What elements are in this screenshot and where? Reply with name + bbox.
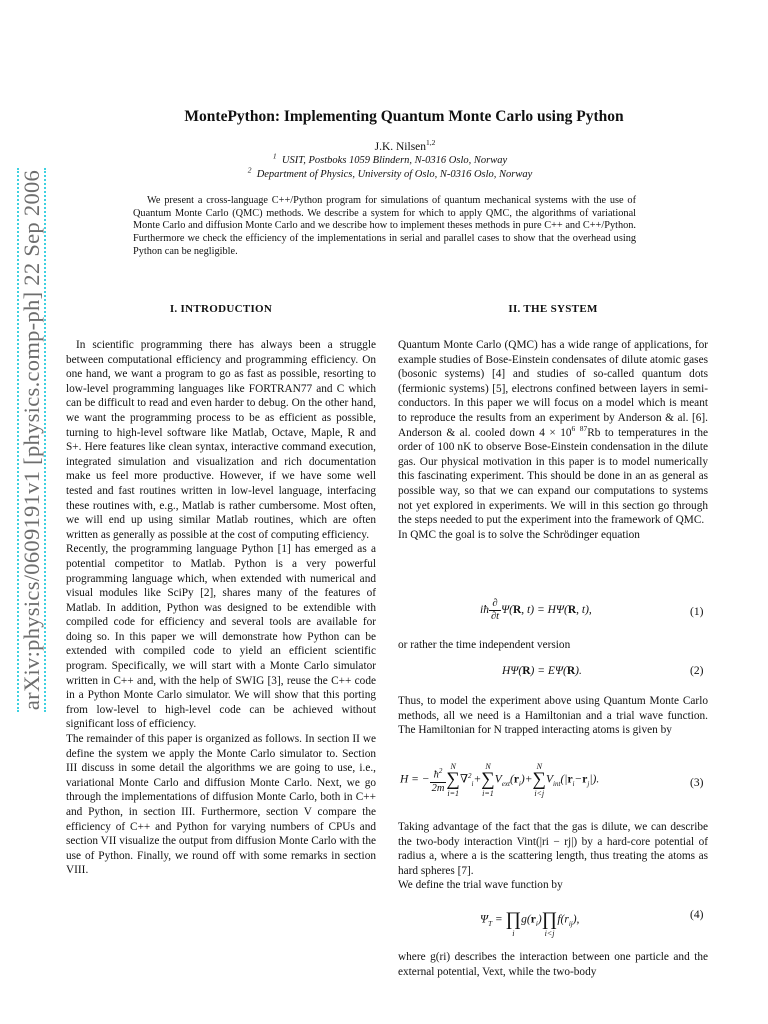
affiliation-2 (180, 165, 600, 181)
affiliation-2-mark: 2 (247, 165, 252, 175)
equation-4: $\Psi_T$ = ∏ $ig(r_i)$ ∏ $i<jf(r_{ij})$, (480, 909, 580, 938)
author-name: J.K. Nilsen (374, 141, 427, 153)
author-affiliation-marks: 1,2 (426, 138, 436, 148)
system-paragraph-6: We define the trial wave function by (398, 879, 563, 892)
exponent: 6 (571, 423, 576, 433)
system-paragraph-1-a: Quantum Monte Carlo (QMC) has a wide range of applications, for example studies of Bose-Einstein condensates of dilute atomic gases (bosonic systems) [4] and studies of so-called quantum dots (fermionic systems) [5], electrons confined between layers in semi-conductors. In this paper we will focus on a model which is meant to reproduce the results from an experiment by Anderson & al. [6]. Anderson & al. cooled down 4 × 10 (398, 339, 708, 439)
system-paragraph-1 (398, 338, 708, 528)
isotope-mass: 87 (579, 423, 588, 433)
affiliation-1-text: USIT, Postboks 1059 Blindern, N-0316 Oslo, Norway (281, 155, 508, 166)
right-column (398, 338, 708, 542)
system-paragraph-2: In QMC the goal is to solve the Schrödinger equation (398, 528, 640, 541)
equation-3-number: (3) (690, 777, 704, 789)
arxiv-identifier: arXiv:physics/0609191v1 [physics.comp-ph] 22 Sep 2006 (19, 169, 44, 711)
equation-1: iħ $\frac{\partial}{\partial t}$ Ψ(R, t) = HΨ(R, t), (480, 598, 592, 622)
equation-1-number: (1) (690, 606, 704, 618)
right-column-part-3 (398, 694, 708, 738)
system-paragraph-5: Taking advantage of the fact that the gas is dilute, we can describe the two-body interaction Vint(|ri − rj|) by a hard-core potential of radius a, where a is the scattering length, thus treating the atoms as hard spheres [7]. (398, 821, 708, 877)
intro-paragraph-3: The remainder of this paper is organized as follows. In section II we define the system we apply the Monte Carlo simulator to. Section III discuss in some detail the algorithms we are going to use, i.e., variational Monte Carlo and diffusion Monte Carlo. Next, we go through the implementations of diffusion Monte Carlo, both in C++ and Python, in section III. Furthermore, section V compare the efficiency of C++ and Python for varying numbers of CPUs and section VII visualize the output from diffusion Monte Carlo with the use of Python. Finally, we round off with some remarks in section VIII. (66, 733, 376, 877)
section-heading-system: II. THE SYSTEM (508, 303, 598, 315)
right-column-part-5 (398, 950, 708, 979)
arxiv-sidebar (6, 168, 58, 712)
equation-2-number: (2) (690, 665, 704, 677)
affiliation-1 (180, 151, 600, 167)
right-column-part-2 (398, 638, 708, 653)
intro-paragraph-1: In scientific programming there has always been a struggle between computational efficiency and programming efficiency. On one hand, we want a program to go as fast as possible, resorting to low-level programming languages like FORTRAN77 and C which can be difficult to read and even harder to debug. On the other hand, we want the programming process to be as efficient as possible, turning to high-level software like Matlab, Octave, Maple, R and S+. Here features like clean syntax, interactive command execution, integrated simulation and visualization and rich documentation make us feel more productive. However, if we have some well tested and fast routines written in low-level language, interfacing these routines with, e.g., Matlab is rather cumbersome. Most often, we will end up using similar Matlab routines, which are often written as generally as possible at the cost of computing efficiency. (66, 339, 376, 541)
affiliation-1-mark: 1 (272, 151, 277, 161)
section-heading-introduction: I. INTRODUCTION (169, 303, 273, 315)
equation-4-number: (4) (690, 909, 704, 921)
right-column-part-4 (398, 820, 708, 893)
equation-3: H = − $\frac{ħ^2}{2m}$ N ∑ i=1∇$^2_i$+N ∑ $i=1V_{ext}(r_i)+N$ ∑ $i<jV_{int}(|r_i-r_j|)$. (400, 762, 600, 798)
paper-title: MontePython: Implementing Quantum Monte Carlo using Python (184, 108, 624, 125)
abstract: We present a cross-language C++/Python program for simulations of quantum mechanical systems with the use of Quantum Monte Carlo (QMC) methods. We describe a system for which to apply QMC, the algorithms of variational Monte Carlo and diffusion Monte Carlo and we describe how to implement theses methods in pure C++ and C++/Python. Furthermore we check the efficiency of the implementations in serial and parallel cases to show that the overhead using Python can be negligible. (133, 195, 636, 257)
equation-2: HΨ(R) = EΨ(R). (502, 665, 582, 677)
system-paragraph-4: Thus, to model the experiment above using Quantum Monte Carlo methods, all we need is a Hamiltonian and a trial wave function. The Hamiltonian for N trapped interacting atoms is given by (398, 695, 708, 737)
system-paragraph-3: or rather the time independent version (398, 639, 571, 651)
system-paragraph-1-b: Rb to temperatures in the order of 100 nK to observe Bose-Einstein condensation in the dilute gas. Our physical motivation in this paper is to model numerically this fascinating experiment. This should be done in an as general as possible way, so that we can expand our computations to systems not yet explored in experiments. We will in this section go through the steps needed to put the experiment into the framework of QMC. (398, 426, 708, 527)
system-paragraph-7: where g(ri) describes the interaction between one particle and the external potential, Vext, while the two-body (398, 951, 708, 978)
affiliation-2-text: Department of Physics, University of Oslo, N-0316 Oslo, Norway (256, 169, 533, 180)
author-line (250, 140, 560, 154)
left-column (66, 338, 376, 878)
intro-paragraph-2: Recently, the programming language Python [1] has emerged as a potential competitor to Matlab. Python is a very powerful programming language which, when extended with numerical and visual modules like SciPy [2], shares many of the features of Matlab. In addition, Python was designed to be extendible with compiled code for efficiency and several tools are available for doing so. In this paper we will demonstrate how Python can be extended with compiled code to yield an efficient scientific program. Specifically, we will start with a Monte Carlo simulator written in C++ and, with the help of SWIG [3], reuse the C++ code in a Python Monte Carlo simulator. We will show that this porting from low-level to high-level code can be achieved without significant loss of efficiency. (66, 543, 376, 731)
